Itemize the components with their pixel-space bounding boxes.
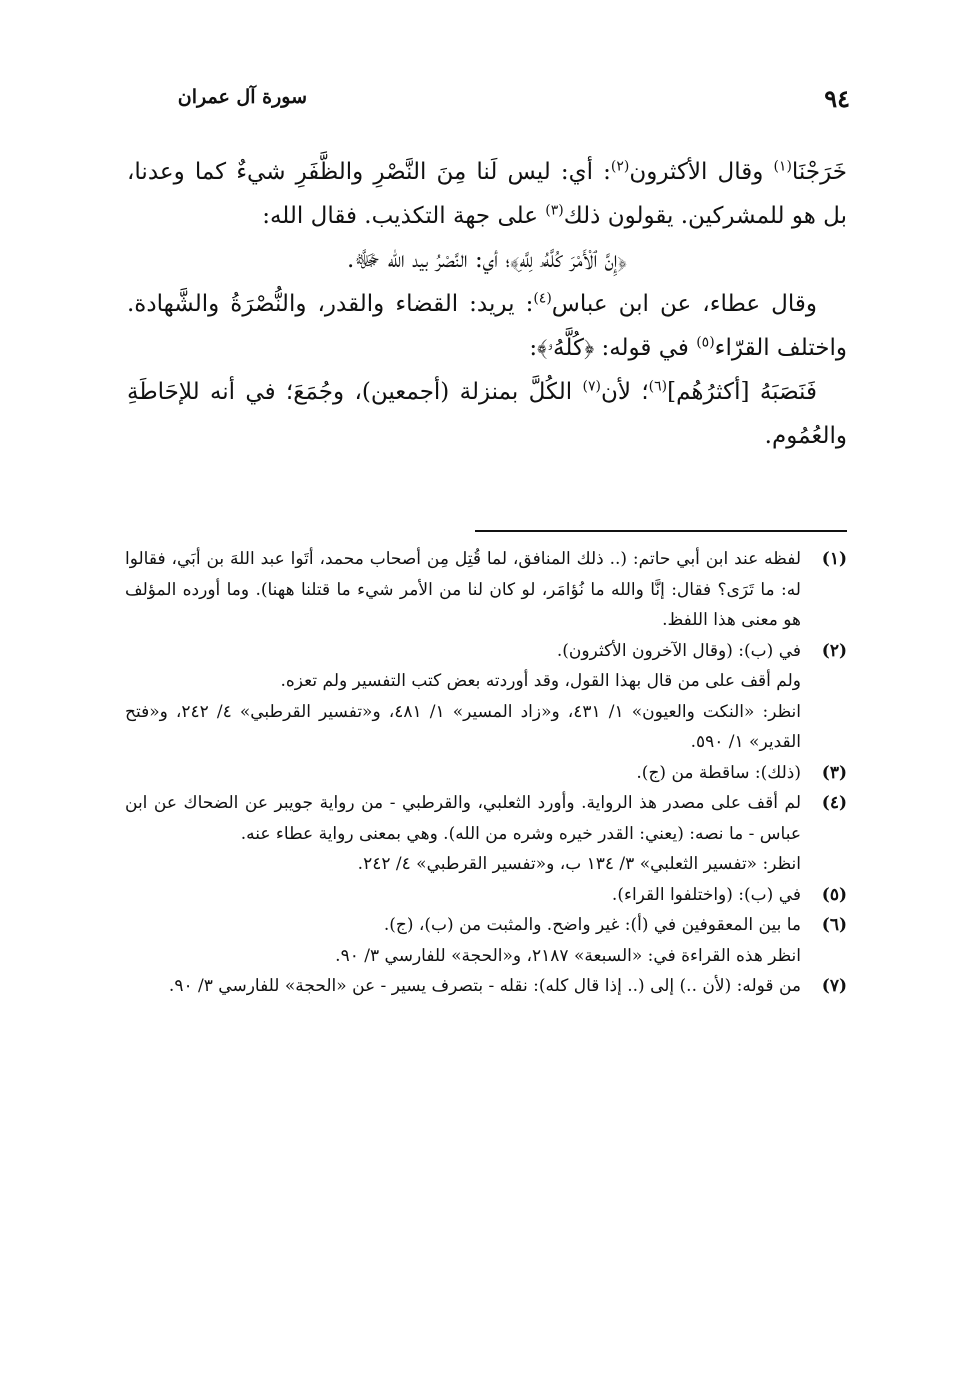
text-span: : يريد: القضاء والقدر، والنُّصْرَةُ والشَّهادة. واختلف القرّاء — [127, 291, 847, 361]
footnote-text: (ذلك): ساقطة من (ج). — [636, 762, 801, 783]
surah-title: سورة آل عمران — [177, 86, 307, 108]
text-span: الكُلَّ بمنزلة (أجمعين)، وجُمَعَ؛ في أنه للإحَاطَةِ والعُمُوم. — [127, 379, 847, 449]
footnote-ref-4[interactable]: (٤) — [533, 290, 552, 307]
footnote-text: لم أقف على مصدر هذ الرواية. وأورد الثعلبي، والقرطبي - من رواية جويبر عن الضحاك عن ابن عباس - ما نصه: (يعني: القدر خيره وشره من الله). وهي بمعنى رواية عطاء عنه. — [125, 793, 801, 844]
text-span: ؛ لأن — [600, 379, 649, 405]
footnote-number: (٥) — [821, 884, 847, 905]
text-span: وقال عطاء، عن ابن عباس — [551, 291, 818, 317]
footnote-ref-1[interactable]: (١) — [773, 158, 792, 175]
page-header — [160, 86, 850, 126]
footnote-text: ما بين المعقوفين في (أ): غير واضح. والمثبت من (ب)، (ج). — [383, 915, 801, 935]
footnote-number: (٧) — [821, 976, 847, 996]
paragraph-2 — [127, 282, 847, 370]
text-span: في قوله: ﴿كُلَّهُۥ﴾: — [529, 335, 697, 361]
footnote-number: (٣) — [821, 762, 847, 783]
text-span: على جهة التكذيب. فقال الله: — [262, 203, 546, 229]
page-number: ٩٤ — [824, 84, 850, 113]
verse-line: ﴿إِنَّ ٱلْأَمْرَ كُلَّهُۥ لِلَّهِ﴾؛ أي: النَّصْرُ بيد الله ﷻ. — [347, 247, 627, 273]
footnote-ref-2[interactable]: (٢) — [610, 158, 630, 175]
paragraph-3 — [127, 370, 847, 458]
text-span: وقال الأكثرون — [629, 159, 774, 185]
footnote-ref-6[interactable]: (٦) — [648, 378, 668, 395]
text-span: فَنَصَبَهُ [أكثرُهُم] — [667, 379, 817, 405]
footnote-2-note: ولم أقف على من قال بهذا القول، وقد أوردته بعض كتب التفسير ولم تعزه. — [280, 671, 801, 691]
footnote-text: في (ب): (واختلفوا القراء). — [611, 884, 801, 905]
footnote-6 — [125, 910, 847, 941]
footnote-7 — [125, 971, 847, 1002]
text-span: : أي: ليس لَنا مِنَ النَّصْرِ والظَّفَرِ شيءٌ كما وعدنا، بل هو للمشركين. يقولون ذلك — [127, 159, 847, 229]
footnote-5 — [125, 880, 847, 911]
footnote-ref-7[interactable]: (٧) — [582, 378, 601, 395]
footnote-6-references: انظر هذه القراءة في: «السبعة» ٢١٨٧، و«الحجة» للفارسي ٣/ ٩٠. — [335, 945, 801, 966]
footnote-ref-3[interactable]: (٣) — [545, 202, 564, 219]
footnote-2 — [125, 636, 847, 667]
footnote-number: (٤) — [821, 793, 847, 813]
footnote-text: في (ب): (وقال الآخرون الأكثرون). — [556, 640, 801, 661]
main-text — [127, 150, 847, 458]
paragraph-1 — [127, 150, 847, 238]
footnote-4 — [125, 788, 847, 849]
footnote-number: (٢) — [821, 640, 847, 661]
footnote-text: لفظه عند ابن أبي حاتم: (.. ذلك المنافق، لما قُتِل مِن أصحاب محمد، أتَوا عبد اللهَ بن أبَي، فقالوا له: ما تَرَى؟ فقال: إنَّا والله ما نُؤامَر، لو كان لنا من الأمر شيء ما قتلنا ههنا). وما أورده المؤلف هو معنى هذا اللفظ. — [125, 549, 801, 630]
text-span: خَرَجْنَا — [791, 159, 847, 185]
footnote-4-references: انظر: «تفسير الثعلبي» ٣/ ١٣٤ ب، و«تفسير القرطبي» ٤/ ٢٤٢. — [357, 854, 801, 874]
footnote-2-references: انظر: «النكت والعيون» ١/ ٤٣١، و«زاد المسير» ١/ ٤٨١، و«تفسير القرطبي» ٤/ ٢٤٢، و«فتح القدير» ١/ ٥٩٠. — [125, 701, 801, 752]
footnote-3 — [125, 758, 847, 789]
footnote-1 — [125, 544, 847, 636]
footnote-number: (١) — [821, 549, 847, 569]
footnote-number: (٦) — [821, 915, 847, 935]
footnote-ref-5[interactable]: (٥) — [696, 334, 715, 351]
footnotes — [125, 544, 847, 1002]
footnote-divider — [475, 530, 847, 532]
footnote-text: من قوله: (لأن ..) إلى (.. إذا قال كله): نقله - بتصرف يسير - عن «الحجة» للفارسي ٣/ ٩٠. — [168, 976, 801, 996]
